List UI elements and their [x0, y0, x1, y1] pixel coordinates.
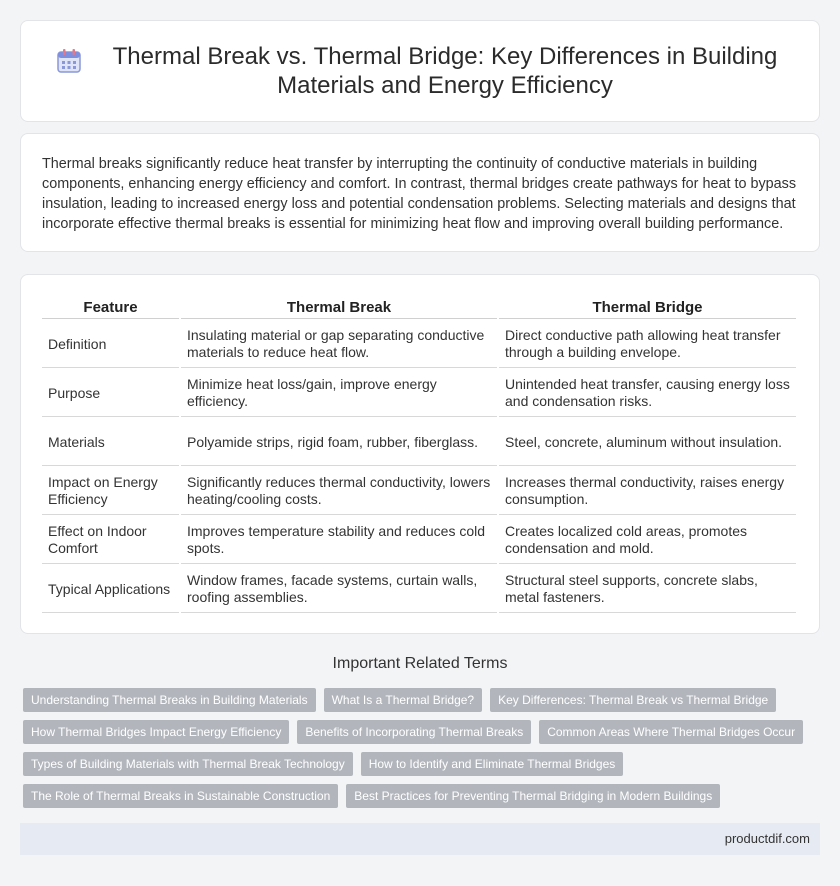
related-term-link[interactable]: Types of Building Materials with Thermal Break Technology [23, 752, 353, 776]
table-cell: Typical Applications [42, 564, 179, 613]
table-row [42, 515, 796, 564]
footer-site-name: productdif.com [724, 831, 810, 846]
calendar-icon [55, 62, 105, 80]
title-card [20, 20, 820, 122]
table-row [42, 564, 796, 613]
related-term-link[interactable]: Best Practices for Preventing Thermal Bridging in Modern Buildings [346, 784, 720, 808]
column-header-feature: Feature [42, 295, 179, 319]
related-term-link[interactable]: How to Identify and Eliminate Thermal Bridges [361, 752, 624, 776]
table-cell: Impact on Energy Efficiency [42, 466, 179, 515]
footer [20, 823, 820, 855]
tag-row [23, 720, 823, 744]
table-cell: Insulating material or gap separating conductive materials to reduce heat flow. [181, 319, 497, 368]
table-cell: Purpose [42, 368, 179, 417]
related-terms-list [23, 688, 823, 816]
table-cell: Polyamide strips, rigid foam, rubber, fiberglass. [181, 417, 497, 466]
table-cell: Minimize heat loss/gain, improve energy efficiency. [181, 368, 497, 417]
related-term-link[interactable]: What Is a Thermal Bridge? [324, 688, 483, 712]
related-term-link[interactable]: How Thermal Bridges Impact Energy Efficiency [23, 720, 289, 744]
tag-row [23, 752, 823, 776]
column-header-thermal-bridge: Thermal Bridge [499, 295, 796, 319]
comparison-table-card [20, 274, 820, 634]
table-cell: Steel, concrete, aluminum without insulation. [499, 417, 796, 466]
related-term-link[interactable]: The Role of Thermal Breaks in Sustainable Construction [23, 784, 338, 808]
page-title: Thermal Break vs. Thermal Bridge: Key Differences in Building Materials and Energy Efficiency [112, 43, 778, 99]
comparison-table [40, 295, 798, 613]
table-cell: Materials [42, 417, 179, 466]
table-cell: Significantly reduces thermal conductivity, lowers heating/cooling costs. [181, 466, 497, 515]
related-term-link[interactable]: Understanding Thermal Breaks in Building Materials [23, 688, 316, 712]
table-cell: Structural steel supports, concrete slabs, metal fasteners. [499, 564, 796, 613]
table-row [42, 417, 796, 466]
tag-row [23, 784, 823, 808]
related-terms-heading: Important Related Terms [332, 655, 508, 672]
table-cell: Increases thermal conductivity, raises energy consumption. [499, 466, 796, 515]
related-term-link[interactable]: Key Differences: Thermal Break vs Thermal Bridge [490, 688, 776, 712]
tag-row [23, 688, 823, 712]
table-cell: Window frames, facade systems, curtain walls, roofing assemblies. [181, 564, 497, 613]
table-cell: Effect on Indoor Comfort [42, 515, 179, 564]
related-term-link[interactable]: Common Areas Where Thermal Bridges Occur [539, 720, 803, 744]
table-cell: Definition [42, 319, 179, 368]
table-cell: Direct conductive path allowing heat transfer through a building envelope. [499, 319, 796, 368]
related-term-link[interactable]: Benefits of Incorporating Thermal Breaks [297, 720, 531, 744]
table-row [42, 319, 796, 368]
table-cell: Unintended heat transfer, causing energy loss and condensation risks. [499, 368, 796, 417]
table-row [42, 368, 796, 417]
table-row [42, 466, 796, 515]
table-cell: Creates localized cold areas, promotes condensation and mold. [499, 515, 796, 564]
table-cell: Improves temperature stability and reduces cold spots. [181, 515, 497, 564]
intro-paragraph: Thermal breaks significantly reduce heat transfer by interrupting the continuity of conductive materials in building components, enhancing energy efficiency and comfort. In contrast, thermal bridges create pathways for heat to bypass insulation, leading to increased energy loss and potential condensation problems. Selecting materials and designs that incorporate effective thermal breaks is essential for minimizing heat flow and improving overall building performance. [42, 156, 797, 232]
column-header-thermal-break: Thermal Break [181, 295, 497, 319]
intro-card [20, 133, 820, 252]
table-header-row [42, 295, 796, 319]
